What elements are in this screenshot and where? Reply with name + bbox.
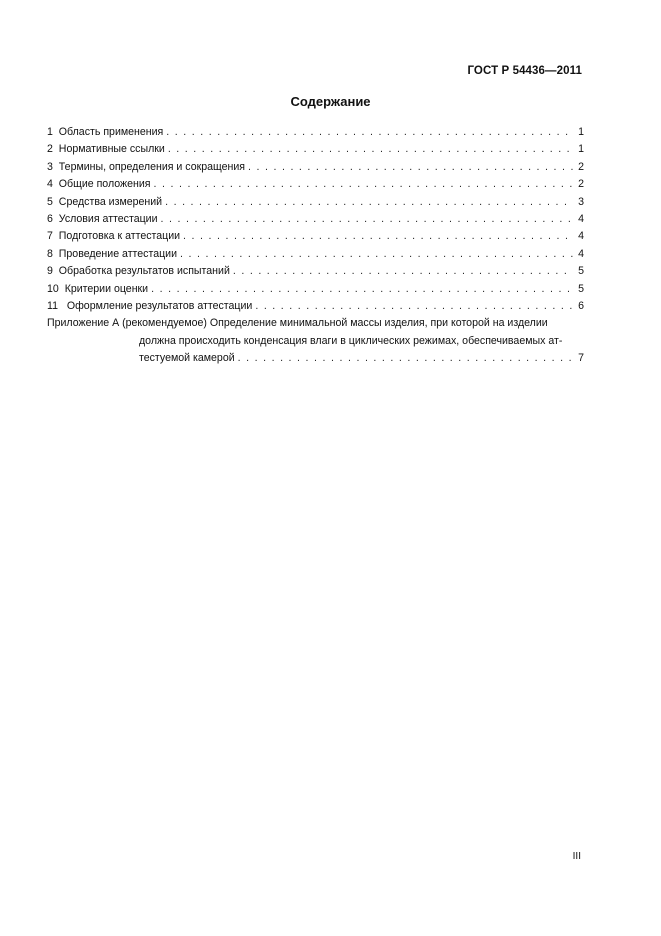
- toc-item-number: 2: [47, 143, 53, 156]
- toc-item-number: 9: [47, 265, 53, 278]
- toc-item-label: Оформление результатов аттестации: [66, 299, 253, 312]
- toc-title: Содержание: [290, 94, 371, 109]
- toc-item-number: 11: [47, 299, 58, 312]
- toc-item-number: 7: [47, 230, 53, 243]
- appendix-title-continuation: должна происходить конденсация влаги в циклических режимах, обеспечиваемых ат-: [139, 334, 563, 347]
- toc-item-page: 5: [578, 265, 584, 278]
- toc-item-number: 6: [47, 212, 53, 225]
- toc-item-page: 4: [578, 230, 584, 243]
- toc-item-label: Подготовка к аттестации: [58, 230, 181, 243]
- toc-item-number: 5: [47, 195, 53, 208]
- toc-item[interactable]: [47, 246, 584, 263]
- toc-item-page: 6: [578, 299, 584, 312]
- toc-item-number: 8: [47, 247, 53, 260]
- toc-leader-dots: [183, 228, 573, 245]
- toc-item-number: 1: [47, 126, 53, 138]
- toc-item[interactable]: [47, 211, 584, 228]
- toc-item-page: 1: [578, 126, 584, 138]
- toc-item[interactable]: [47, 124, 584, 141]
- toc-item-number: 4: [47, 178, 53, 191]
- toc-leader-dots: [151, 281, 573, 298]
- toc-leader-dots: [168, 141, 573, 158]
- toc-item[interactable]: [47, 141, 584, 158]
- toc-item[interactable]: [47, 176, 584, 193]
- toc-item-label: Условия аттестации: [58, 212, 158, 225]
- toc-leader-dots: [161, 211, 574, 228]
- toc-item-label: Обработка результатов испытаний: [58, 265, 230, 278]
- toc-leader-dots: [166, 124, 573, 141]
- toc-leader-dots: [233, 263, 573, 280]
- toc-item-page: 2: [578, 160, 584, 173]
- toc-item-label: Общие положения: [58, 178, 151, 191]
- toc-item[interactable]: [47, 194, 584, 211]
- toc-item-label: Средства измерений: [58, 195, 163, 208]
- toc-leader-dots: [255, 298, 573, 315]
- toc-item-label: Нормативные ссылки: [58, 143, 165, 156]
- toc-leader-dots: [238, 350, 573, 367]
- toc-item-label: Область применения: [58, 126, 164, 138]
- toc-leader-dots: [248, 159, 573, 176]
- appendix-title-end: тестуемой камерой: [139, 351, 235, 364]
- toc-item-page: 7: [578, 351, 584, 364]
- toc-item-label: Критерии оценки: [64, 282, 149, 295]
- toc-item-page: 5: [578, 282, 584, 295]
- toc-item-label: Проведение аттестации: [58, 247, 177, 260]
- toc-item[interactable]: [47, 298, 584, 315]
- toc-item[interactable]: [47, 228, 584, 245]
- toc-leader-dots: [165, 194, 573, 211]
- toc-item-page: 4: [578, 247, 584, 260]
- toc-item[interactable]: [47, 263, 584, 280]
- toc-item[interactable]: [47, 159, 584, 176]
- document-code: ГОСТ Р 54436—2011: [467, 65, 582, 77]
- toc-item-page: 4: [578, 212, 584, 225]
- toc-item-number: 3: [47, 160, 53, 173]
- toc-leader-dots: [154, 176, 573, 193]
- toc-item-page: 3: [578, 195, 584, 208]
- table-of-contents: [47, 124, 584, 367]
- toc-item-page: 2: [578, 178, 584, 191]
- toc-appendix-item[interactable]: [47, 315, 584, 367]
- appendix-title-line: Приложение А (рекомендуемое) Определение минимальной массы изделия, при которой на изделии: [47, 317, 548, 330]
- toc-item-page: 1: [578, 143, 584, 156]
- toc-item-label: Термины, определения и сокращения: [58, 160, 246, 173]
- toc-item-number: 10: [47, 282, 59, 295]
- page-number: III: [572, 851, 581, 862]
- toc-item[interactable]: [47, 281, 584, 298]
- toc-leader-dots: [180, 246, 573, 263]
